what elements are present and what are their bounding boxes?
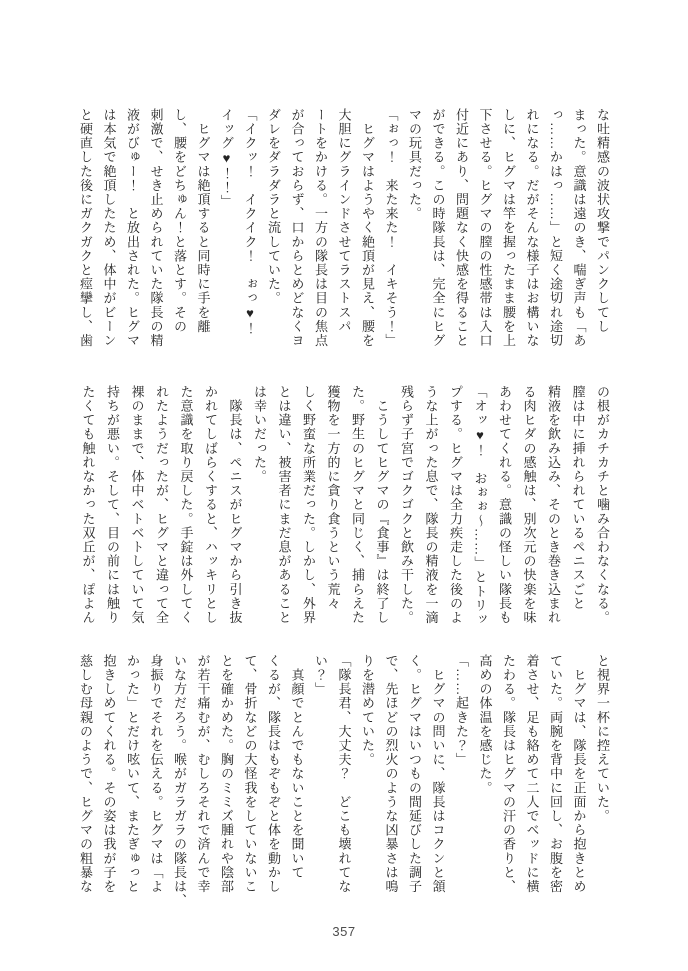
- text-column: は本気で絶頂したため、体中がビーン: [101, 108, 117, 348]
- text-column: 付近にあり、問題なく快感を得ること: [454, 108, 469, 348]
- text-column: 着させ、足も絡めて二人でベッドに横: [524, 654, 540, 894]
- text-column: 大胆にグラインドさせてラストスパ: [336, 108, 352, 334]
- text-column: い？」: [313, 654, 328, 697]
- text-column: 「……起きた？」: [454, 654, 469, 767]
- text-column: たわる。隊長はヒグマの汗の香りと、: [501, 654, 516, 894]
- text-column: 隊長は、ペニスがヒグマから引き抜: [227, 385, 243, 625]
- text-column: ダレをダラダラと流していた。: [266, 108, 281, 306]
- text-column: マの玩具だった。: [407, 108, 422, 221]
- text-column: 精液を飲み込み、そのとき巻き込まれ: [546, 385, 561, 625]
- text-column: し、腰をどちゅん！と落とす。その: [172, 108, 187, 334]
- text-column: ヒグマは、隊長を正面から抱きとめ: [571, 654, 587, 894]
- text-column: ヒグマの問いに、隊長はコクンと頷: [430, 654, 446, 894]
- text-column: 液がびゅー！ と放出された。ヒグマ: [125, 108, 140, 348]
- text-column: しく野蛮な所業だった。しかし、外界: [301, 385, 316, 625]
- text-column: ができる。この時隊長は、完全にヒグ: [430, 108, 446, 348]
- text-column: くるが、隊長はもぞもぞと体を動かし: [266, 654, 281, 894]
- text-column: たくても触れなかった双丘が、ぽよん: [80, 385, 96, 625]
- text-column: 裸のままで、体中ベトベトしていて気: [129, 385, 145, 625]
- text-column: とは違い、被害者にまだ息があること: [276, 385, 292, 625]
- text-column: と硬直した後にガクガクと痙攣し、歯: [78, 108, 93, 348]
- text-column: ヒグマは絶頂すると同時に手を離: [195, 108, 211, 334]
- text-column: 持ちが悪い。そして、目の前には触り: [105, 385, 120, 625]
- text-column: 刺激で、せき止められていた隊長の精: [148, 108, 164, 348]
- text-column: こうしてヒグマの『食事』は終了し: [374, 385, 390, 625]
- text-column: っ……かはっ……」と短く途切れ途切: [548, 108, 563, 348]
- text-column: 真顔でとんでもないことを聞いて: [289, 654, 305, 880]
- text-column: いな方だろう。喉がガラガラの隊長は、: [172, 654, 187, 908]
- text-column: で、先ほどの烈火のような凶暴さは鳴: [383, 654, 399, 894]
- text-column: 慈しむ母親のようで、ヒグマの粗暴な: [78, 654, 93, 894]
- page-number: 357: [332, 924, 356, 939]
- text-column: 身振りでそれを伝える。ヒグマは「よ: [148, 654, 164, 894]
- text-column: ヒグマはようやく絶頂が見え、腰を: [360, 108, 375, 348]
- text-column: な吐精感の波状攻撃でパンクしてし: [595, 108, 610, 334]
- text-column: 残らず子宮でゴクゴクと飲み干した。: [399, 385, 414, 625]
- text-column: れになる。だがそんな様子はお構いな: [524, 108, 540, 348]
- text-block-top: [74, 108, 615, 348]
- text-column: が合っておらず、口からとめどなくヨ: [289, 108, 305, 348]
- text-column: れたようだったが、ヒグマと違って全: [154, 385, 169, 625]
- text-column: と視界一杯に控えていた。: [595, 654, 610, 824]
- text-column: 膣は中に挿れられているペニスごと: [570, 385, 586, 611]
- text-column: とを確かめた。胸のミミズ腫れや陰部: [219, 654, 234, 894]
- text-column: かった」とだけ呟いて、またぎゅっと: [125, 654, 140, 894]
- text-column: イッグ♥！！」: [219, 108, 234, 209]
- text-column: た意識を取り戻した。手錠は外してく: [178, 385, 194, 625]
- text-block-middle: [75, 385, 614, 627]
- text-column: しに、ヒグマは竿を握ったまま腰を上: [501, 108, 516, 348]
- text-column: あわせてくれる。意識の怪しい隊長も: [497, 385, 512, 625]
- text-column: りを潜めていた。: [360, 654, 375, 767]
- text-column: の根がカチカチと噛み合わなくなる。: [595, 385, 610, 625]
- text-column: 「オッ♥！ おぉぉ〜……」とトリッ: [472, 385, 488, 627]
- text-column: 抱きしめてくれる。その姿は我が子を: [101, 654, 117, 894]
- text-column: 「隊長君、大丈夫？ どこも壊れてな: [336, 654, 352, 894]
- text-column: く。ヒグマはいつもの間延びした調子: [407, 654, 422, 894]
- text-column: 高めの体温を感じた。: [477, 654, 493, 795]
- text-block-bottom: [74, 654, 615, 908]
- text-column: 下させる。ヒグマの膣の性感帯は入口: [477, 108, 493, 348]
- text-column: 「ぉっ！ 来た来た！ イキそう！」: [383, 108, 399, 348]
- text-column: 「イクッ！ イクイク！ ぉっ♥！: [242, 108, 258, 336]
- text-column: が若干痛むが、むしろそれで済んで幸: [195, 654, 211, 894]
- text-column: る肉ヒダの感触は、別次元の快楽を味: [521, 385, 537, 625]
- text-column: うな上がった息で、隊長の精液を一滴: [423, 385, 439, 625]
- text-column: 獲物を一方的に貪り食うという荒々: [325, 385, 341, 611]
- text-column: プする。ヒグマは全力疾走した後のよ: [448, 385, 463, 625]
- text-column: まった。意識は遠のき、喘ぎ声も「あ: [571, 108, 587, 348]
- text-column: て、骨折などの大怪我をしていないこ: [242, 654, 258, 894]
- text-column: ていた。両腕を背中に回し、お腹を密: [548, 654, 563, 894]
- text-column: ートをかける。一方の隊長は目の焦点: [313, 108, 328, 348]
- text-column: た。野生のヒグマと同じく、捕らえた: [350, 385, 365, 625]
- text-column: は幸いだった。: [252, 385, 267, 484]
- text-column: かれてしばらくすると、ハッキリとし: [203, 385, 218, 625]
